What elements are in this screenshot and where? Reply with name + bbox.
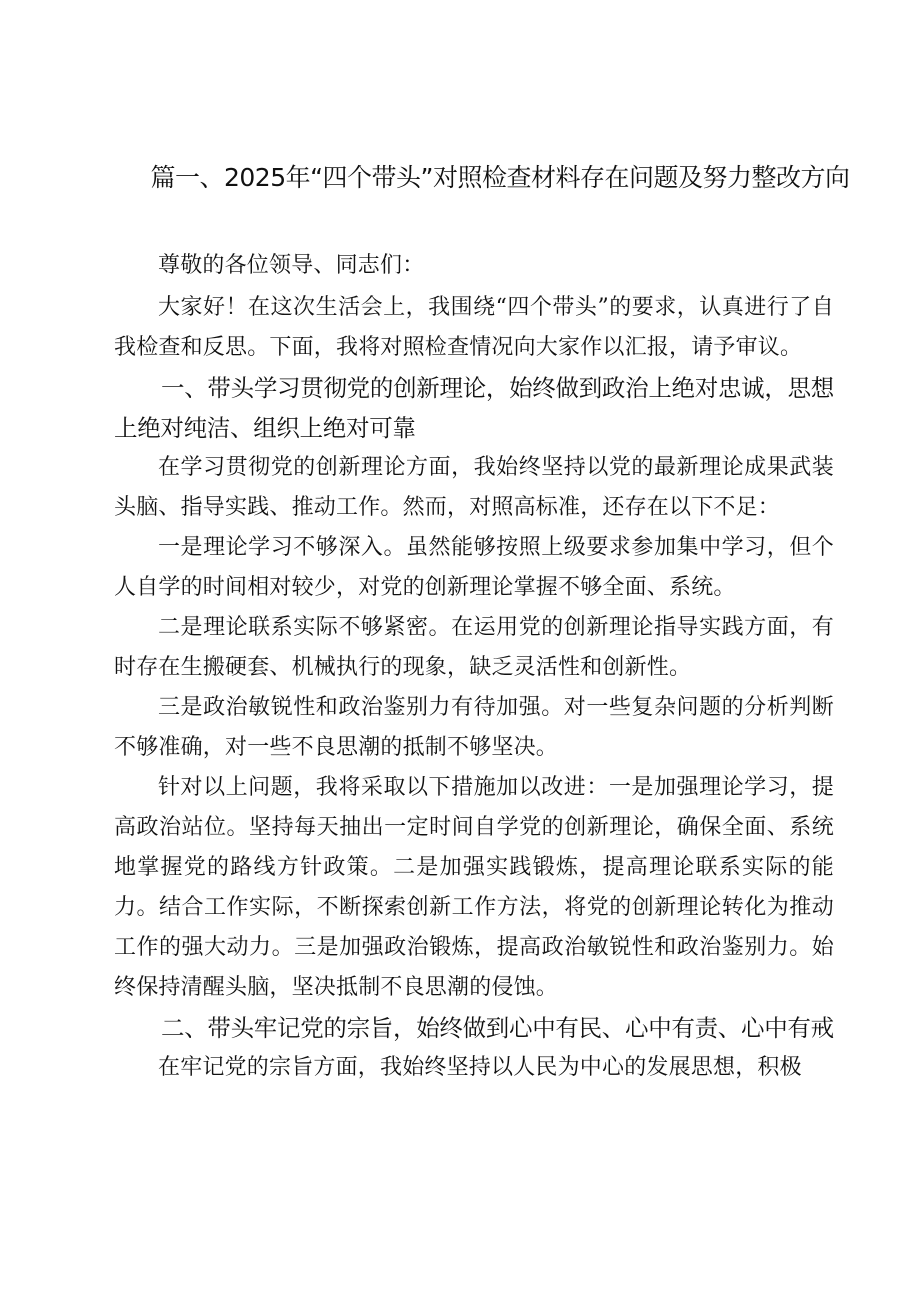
section-1-paragraph: 针对以上问题，我将采取以下措施加以改进：一是加强理论学习，提高政治站位。坚持每天抽出一定时间自学党的创新理论，确保全面、系统地掌握党的路线方针政策。二是加强实践锻炼，提高理论联系实际的能力。结合工作实际，不断探索创新工作方法，将党的创新理论转化为推动工作的强大动力。三是加强政治锻炼，提高政治敏锐性和政治鉴别力。始终保持清醒头脑，坚决抵制不良思潮的侵蚀。 — [114, 775, 834, 1000]
intro-paragraph: 大家好！在这次生活会上，我围绕“四个带头”的要求，认真进行了自我检查和反思。下面，我将对照检查情况向大家作以汇报，请予审议。 — [114, 295, 834, 360]
document-body — [114, 246, 834, 1088]
section-1-heading: 一、带头学习贯彻党的创新理论，始终做到政治上绝对忠诚，思想上绝对纯洁、组织上绝对可靠 — [114, 374, 834, 442]
section-1-paragraph: 三是政治敏锐性和政治鉴别力有待加强。对一些复杂问题的分析判断不够准确，对一些不良思潮的抵制不够坚决。 — [114, 695, 834, 760]
section-1-paragraph: 一是理论学习不够深入。虽然能够按照上级要求参加集中学习，但个人自学的时间相对较少，对党的创新理论掌握不够全面、系统。 — [114, 535, 834, 600]
section-1-paragraph: 在学习贯彻党的创新理论方面，我始终坚持以党的最新理论成果武装头脑、指导实践、推动工作。然而，对照高标准，还存在以下不足： — [114, 455, 834, 520]
section-1-paragraph: 二是理论联系实际不够紧密。在运用党的创新理论指导实践方面，有时存在生搬硬套、机械执行的现象，缺乏灵活性和创新性。 — [114, 615, 834, 680]
document-title: 篇一、2025年“四个带头”对照检查材料存在问题及努力整改方向 — [150, 163, 850, 192]
salutation: 尊敬的各位领导、同志们： — [158, 253, 425, 278]
section-2-paragraph: 在牢记党的宗旨方面，我始终坚持以人民为中心的发展思想，积极 — [158, 1055, 802, 1080]
section-2-heading: 二、带头牢记党的宗旨，始终做到心中有民、心中有责、心中有戒 — [161, 1014, 834, 1042]
